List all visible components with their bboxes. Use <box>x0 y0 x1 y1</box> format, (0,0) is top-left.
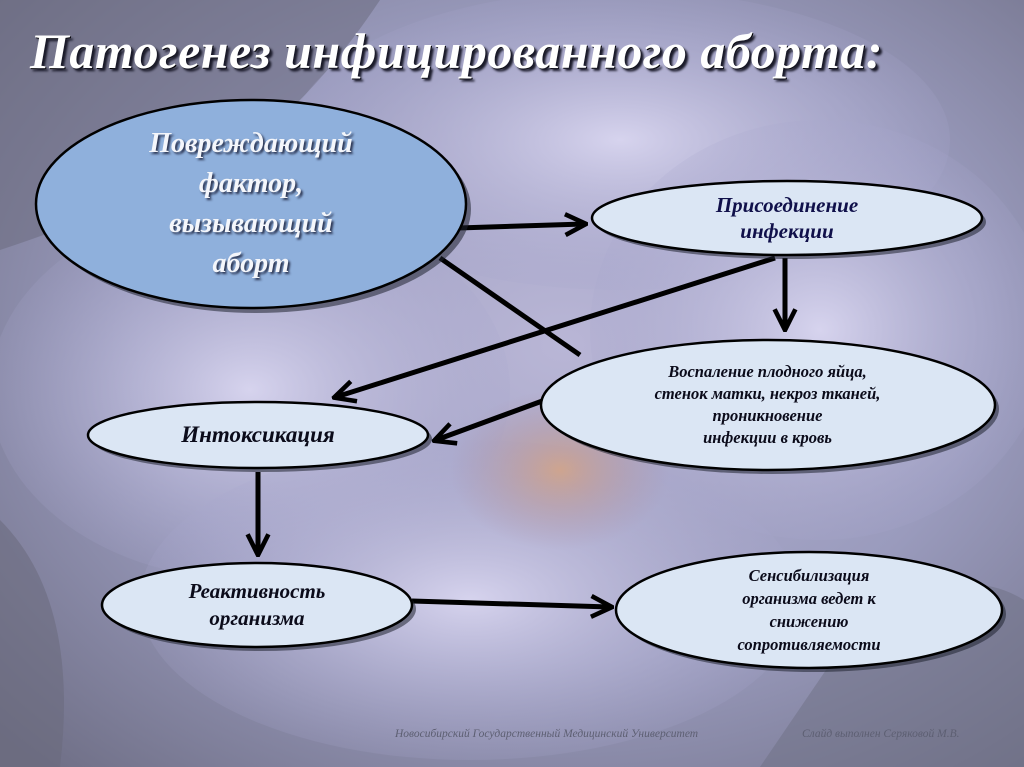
node-inflammation-line-1: Воспаление плодного яйца, <box>668 362 867 381</box>
node-sensitization-line-2: организма ведет к <box>742 589 876 608</box>
node-inflammation-line-2: стенок матки, некроз тканей, <box>654 384 881 403</box>
footer-university: Новосибирский Государственный Медицинский Университет <box>395 728 699 740</box>
node-damaging-factor-line-1: Повреждающий <box>149 128 353 159</box>
node-damaging-factor-line-3: вызывающий <box>169 208 333 239</box>
arrow-inflammation-to-intoxication <box>436 400 545 440</box>
arrow-factor-to-infection <box>458 224 584 228</box>
node-reactivity-line-2: организма <box>209 606 305 630</box>
node-intoxication-line-1: Интоксикация <box>181 422 335 447</box>
node-sensitization-line-1: Сенсибилизация <box>748 566 870 585</box>
node-infection-line-2: инфекции <box>740 219 834 243</box>
node-sensitization-line-3: снижению <box>769 612 849 631</box>
node-reactivity <box>102 563 412 647</box>
node-inflammation-line-4: инфекции в кровь <box>703 428 832 447</box>
node-sensitization-line-4: сопротивляемости <box>737 635 881 654</box>
node-sensitization <box>616 552 1002 668</box>
node-damaging-factor-line-2: фактор, <box>198 168 304 199</box>
node-damaging-factor <box>36 100 466 308</box>
node-inflammation-line-3: проникновение <box>712 406 823 425</box>
node-damaging-factor-line-4: аборт <box>212 248 290 279</box>
node-reactivity-line-1: Реактивность <box>188 579 326 603</box>
node-infection-line-1: Присоединение <box>715 193 859 217</box>
node-infection <box>592 181 982 255</box>
node-inflammation <box>540 340 995 470</box>
slide-title: Патогенез инфицированного аборта: <box>30 23 883 79</box>
footer-author: Слайд выполнен Серяковой М.В. <box>802 728 960 740</box>
arrow-reactivity-to-sensitization <box>412 601 610 607</box>
node-intoxication <box>88 402 428 468</box>
